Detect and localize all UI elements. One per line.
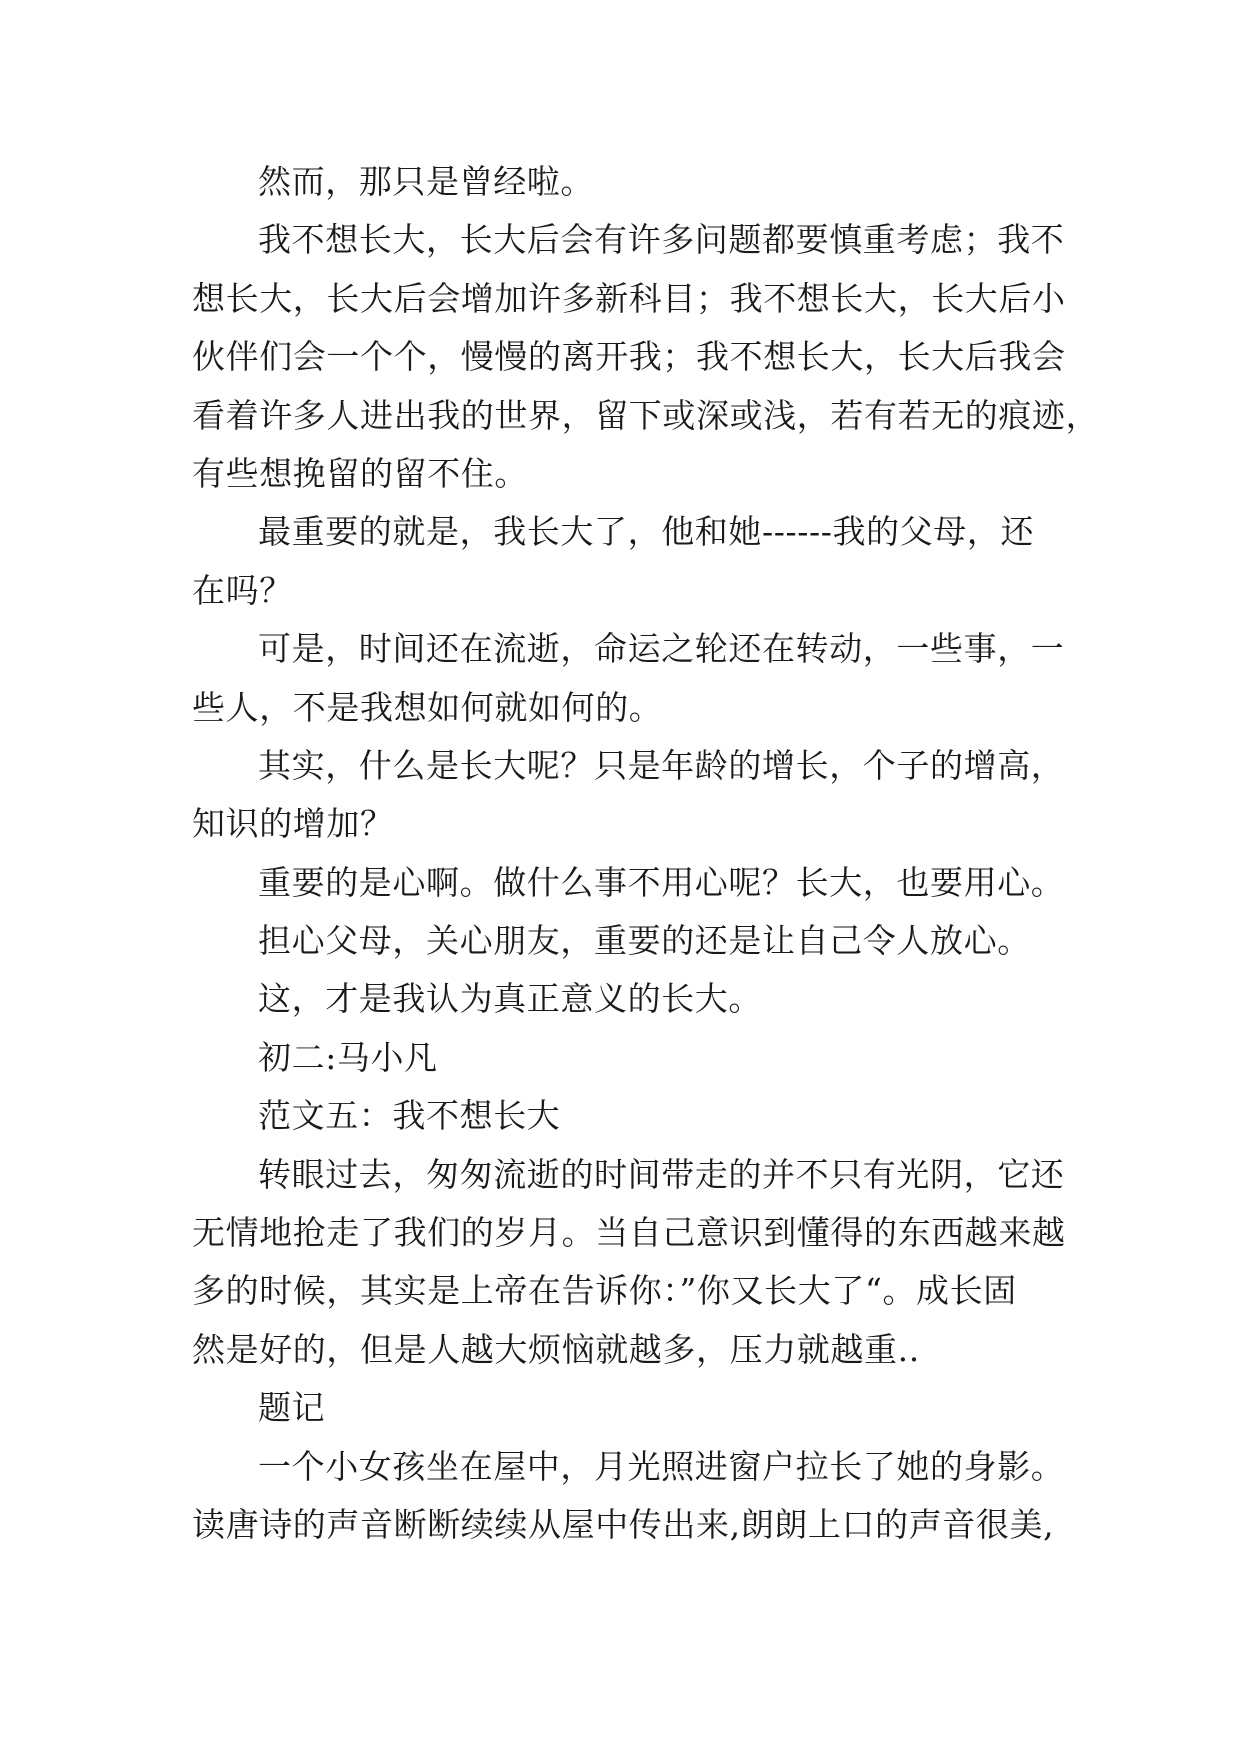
- text-line: 初二:马小凡: [258, 1037, 438, 1077]
- text-line: 这，才是我认为真正意义的长大。: [258, 979, 762, 1019]
- text-line: 无情地抢走了我们的岁月。当自己意识到懂得的东西越来越: [192, 1213, 1066, 1253]
- text-line: 我不想长大，长大后会有许多问题都要慎重考虑；我不: [258, 220, 1065, 260]
- body-text: [192, 153, 1100, 1554]
- text-line: 最重要的就是，我长大了，他和她------我的父母，还: [258, 512, 1035, 552]
- text-line: 有些想挽留的留不住。: [192, 453, 528, 493]
- text-line: 伙伴们会一个个，慢慢的离开我；我不想长大，长大后我会: [192, 337, 1066, 377]
- text-line: 然而，那只是曾经啦。: [258, 162, 594, 201]
- text-line: 多的时候，其实是上帝在告诉你：”你又长大了“。成长固: [192, 1271, 1017, 1311]
- section-heading: 范文五：我不想长大: [258, 1096, 561, 1136]
- text-line: 重要的是心啊。做什么事不用心呢？长大，也要用心。: [258, 862, 1065, 902]
- text-line: 然是好的，但是人越大烦恼就越多，压力就越重..: [192, 1329, 920, 1369]
- text-line: 担心父母，关心朋友，重要的还是让自己令人放心。: [258, 921, 1031, 961]
- text-line: 一个小女孩坐在屋中，月光照进窗户拉长了她的身影。: [258, 1446, 1065, 1486]
- text-line: 其实，什么是长大呢？只是年龄的增长，个子的增高，: [258, 745, 1065, 785]
- text-line: 些人，不是我想如何就如何的。: [192, 687, 663, 727]
- text-line: 题记: [258, 1388, 326, 1428]
- text-line: 读唐诗的声音断断续续从屋中传出来,朗朗上口的声音很美,: [192, 1504, 1055, 1544]
- text-line: 在吗？: [192, 570, 293, 610]
- text-line: 知识的增加？: [192, 804, 394, 844]
- text-line: 看着许多人进出我的世界，留下或深或浅，若有若无的痕迹，: [192, 395, 1100, 435]
- text-line: 可是，时间还在流逝，命运之轮还在转动，一些事，一: [258, 629, 1065, 669]
- text-line: 想长大，长大后会增加许多新科目；我不想长大，长大后小: [192, 278, 1066, 318]
- text-line: 转眼过去，匆匆流逝的时间带走的并不只有光阴，它还: [258, 1154, 1065, 1194]
